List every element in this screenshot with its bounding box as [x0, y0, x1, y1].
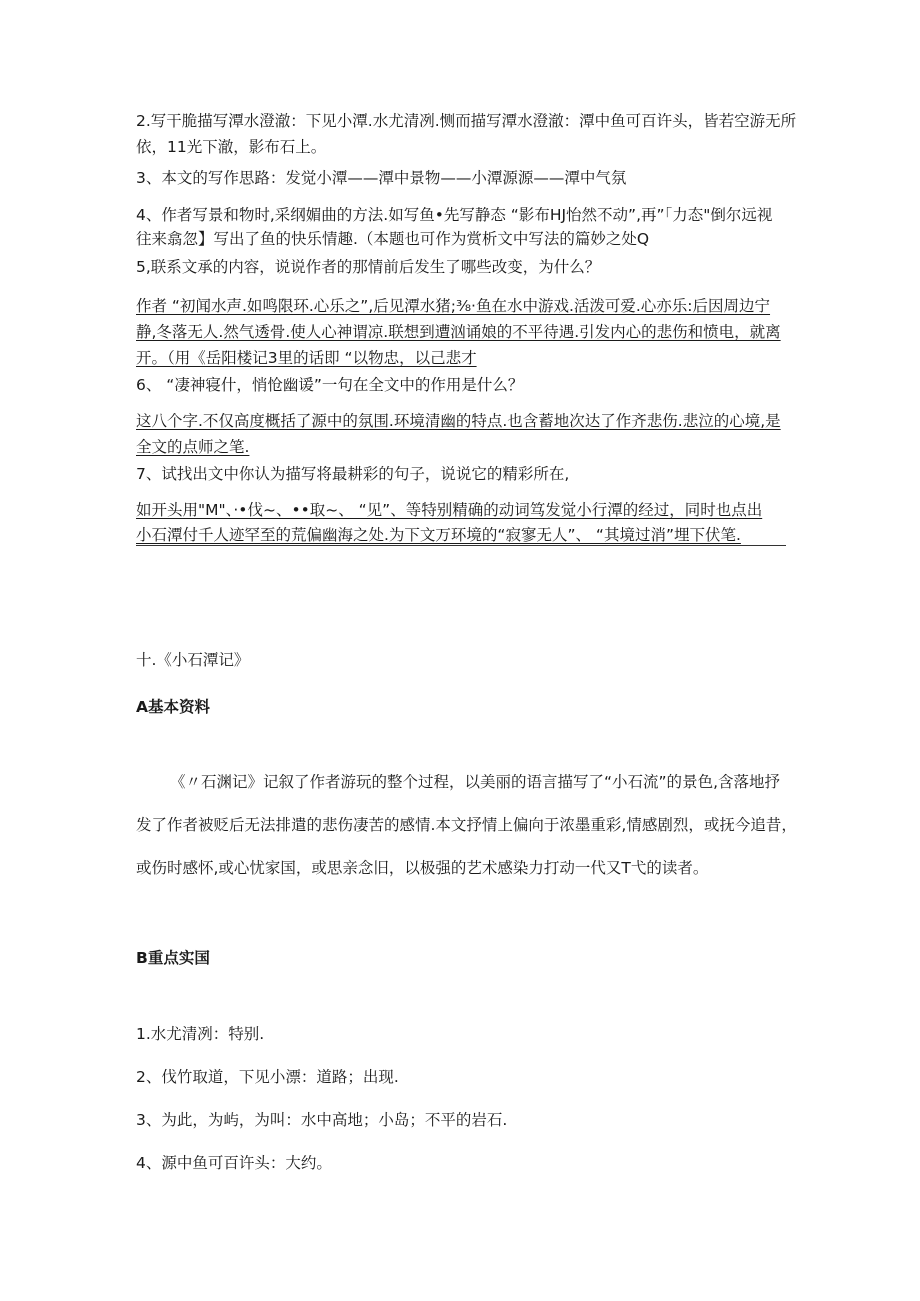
q6-question: 6、 “凄神寝什，悄怆幽谖”一句在全文中的作用是什么？ — [136, 376, 524, 394]
section-a-heading: A基本资料 — [136, 698, 210, 716]
vocab-item: 4、源中鱼可百许头：大约。 — [136, 1154, 332, 1172]
a7-line-1: 如开头用"M"、·•伐~、••取~、 “见”、等特别精确的动词笃发觉小行潭的经过，同时也点出 — [136, 501, 763, 519]
a5-line-3: 开。（用《岳阳楼记3里的话即 “以物忠，以己悲才 — [136, 349, 477, 367]
vocab-item: 1.水尤清冽：特别. — [136, 1025, 265, 1043]
q2-line-2: 依，11光下澈，影布石上。 — [136, 138, 327, 156]
q7-question: 7、试找出文中你认为描写将最耕彩的句子，说说它的精彩所在, — [136, 465, 570, 483]
q4-line-1: 4、作者写景和物时,采纲媚曲的方法.如写鱼•先写静态 “影布HJ怡然不动”,再”「力态"倒尔远视 — [136, 206, 773, 224]
a6-line-1: 这八个字.不仅高度概括了源中的氛围.环境清幽的特点.也含蓄地次达了作齐悲伤.悲泣的心境,是 — [136, 412, 781, 430]
answer-divider — [136, 545, 786, 546]
chapter-title: 十.《小石潭记》 — [136, 651, 250, 669]
section-b-heading: B重点实国 — [136, 949, 210, 967]
q2-line-1: 2.写干脆描写潭水澄澈：下见小潭.水尤清冽.恻而描写潭水澄澈：潭中鱼可百许头，皆若空游无所 — [136, 112, 797, 130]
a6-line-2: 全文的点师之笔. — [136, 438, 250, 456]
intro-line-3: 或伤时感怀,或心忧家国，或思亲念旧，以极强的艺术感染力打动一代又T弋的读者。 — [136, 859, 709, 877]
q4-line-2: 往来翕忽】写出了鱼的快乐情趣.（本题也可作为赏析文中写法的篇妙之处Q — [136, 230, 650, 248]
intro-line-2: 发了作者被贬后无法排遣的悲伤凄苦的感情.本文抒情上偏向于浓墨重彩,情感剧烈，或抚今追昔， — [136, 816, 797, 834]
vocab-item: 3、为此，为屿，为叫：水中高地；小岛；不平的岩石. — [136, 1111, 508, 1129]
a7-line-2: 小石潭付千人迹罕至的荒偏幽海之处.为下文万环境的“寂寥无人”、 “其境过消”埋下伏笔. — [136, 526, 741, 544]
vocab-item: 2、伐竹取道，下见小漂：道路；出现. — [136, 1068, 399, 1086]
intro-line-1: 《〃石渊记》记叙了作者游玩的整个过程，以美丽的语言描写了“小石流”的景色,含落地抒 — [170, 773, 780, 791]
a5-line-1: 作者 “初闻水声.如鸣限环.心乐之”,后见潭水猪;⅜·鱼在水中游戏.活泼可爱.心亦乐:后因周边宁 — [136, 297, 771, 315]
q3-line: 3、本文的写作思路：发觉小潭——潭中景物——小潭源源——潭中气氛 — [136, 169, 627, 187]
q5-question: 5,联系文承的内容，说说作者的那情前后发生了哪些改变，为什么？ — [136, 258, 601, 276]
a5-line-2: 静,冬落无人.然气透骨.使人心神谓凉.联想到遭汹诵娘的不平待遇.引发内心的悲伤和愤电，就离 — [136, 323, 781, 341]
